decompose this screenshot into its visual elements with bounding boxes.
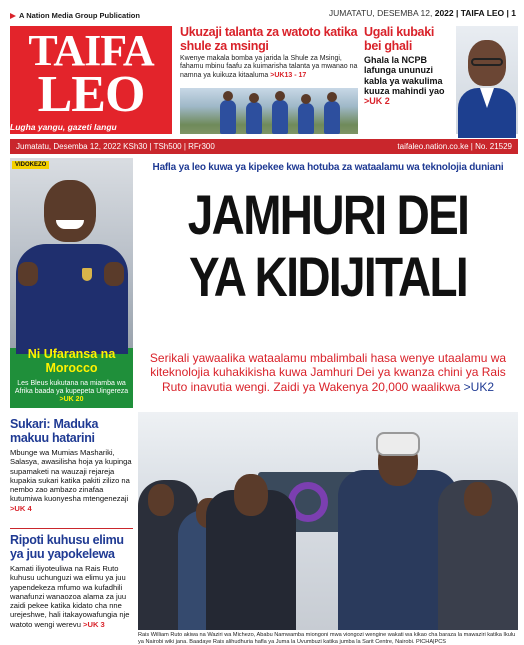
main-kicker: Hafla ya leo kuwa ya kipekee kwa hotuba za wataalamu wa teknolojia duniani [152,162,504,173]
child-figure [298,103,314,134]
promo-school-photo [180,88,358,134]
story-sukari[interactable] [10,418,133,513]
video-text: Les Bleus kukutana na miamba wa Afrika baada ya kupepeta Uingereza >UK 20 [14,380,129,404]
story-ripoti-text: Kamati iliyoteuliwa na Rais Ruto kuhusu uchunguzi wa elimu ya juu yapendekeza mfumo wa kufadhili wanafunzi wanaozoa alama za juu zaidi pekee katika kidato cha nne urejeshwe, hali itakayowafungia nje watoto wengi werevu >UK 3 [10,564,130,629]
photo-caption: Rais William Ruto akiwa na Waziri wa Michezo, Ababu Namwamba miongoni mwa viongozi wengine wakati wa kikao cha baraza la mawaziri katika Ikulu ya Nairobi wiki jana. Baadaye Rais alihudhuria hafla ya Juma la Uvumbuzi katika jumba la Sarit Centre, Nairobi. PICHA|PCS [138,632,516,645]
promo-school-talent[interactable] [180,26,358,134]
triangle-icon [10,13,16,19]
player-photo [10,158,133,348]
video-title: Ni Ufaransa na Morocco [27,347,116,375]
edition-info-bar [10,139,518,154]
main-headline-line1: JAMHURI DEI [187,183,469,246]
promo-school-text: Kwenye makala bomba ya jarida la Shule za Msingi, fahamu mbinu faafu za kuimarisha talanta ya mwanao na namna ya kuikuza kitaaluma >UK13 - 17 [180,55,358,79]
minister-head [234,474,268,516]
masthead-logo[interactable] [10,26,172,134]
dateline: JUMATATU, DESEMBA 12, 2022 | TAIFA LEO | 1 [328,8,516,18]
main-column [138,158,518,645]
main-headline-line2: YA KIDIJITALI [188,245,468,308]
promo-ugali-ref[interactable]: >UK 2 [364,96,390,107]
player-head [44,180,96,242]
glasses-icon [471,58,503,66]
child-figure [272,100,288,134]
video-ref[interactable]: >UK 20 [59,396,84,404]
story-ripoti[interactable] [10,528,133,629]
promo-ugali-photo [456,26,518,134]
edition-site-number: taifaleo.nation.co.ke | No. 21529 [397,142,512,151]
publisher-line: A Nation Media Group Publication [10,11,140,20]
main-photo [138,412,518,630]
fist-left [18,262,38,286]
logo-line-taifa: TAIFA [28,26,154,75]
child-figure [246,102,262,134]
edition-date-price: Jumatatu, Desemba 12, 2022 KSh30 | TSh500 | RFr300 [16,142,215,151]
top-strip [0,0,524,26]
child-figure [220,100,236,134]
player-jersey [16,244,128,354]
masthead-tagline: Lugha yangu, gazeti langu [10,122,117,132]
left-column [10,158,133,633]
promo-ugali-headline: Ugali kubaki bei ghali [364,25,435,53]
main-headline[interactable] [138,183,518,308]
main-deck-ref[interactable]: >UK2 [463,379,495,394]
story-sukari-text: Mbunge wa Mumias Mashariki, Salasya, awasilisha hoja ya kupinga supamaketi na wauzaji rejareja kupakia sukari katika pakiti zilizo na nembo zao ambazo zinafaa kutumiwa kuonyesha mtengenezaji >UK 4 [10,448,132,513]
promo-ugali-text: Ghala la NCPB lafunga ununuzi kabla ya wakulima kuuza mahindi yao >UK 2 [364,55,445,107]
person-head [464,482,492,516]
story-sukari-headline: Sukari: Maduka makuu hatarini [10,417,99,445]
promo-ugali[interactable] [364,26,454,134]
logo-line-leo: LEO [37,66,145,123]
person-head [148,484,174,516]
fist-right [104,262,124,286]
crest-icon [82,268,92,281]
story-ripoti-ref[interactable]: >UK 3 [83,619,105,629]
video-tag-badge: VIDOKEZO [12,161,49,169]
main-deck: Serikali yawaalika wataalamu mbalimbali hasa wenye utaalamu wa kiteknolojia kuhakikisha kuwa Jamhuri Dei ya kwanza chini ya Rais Ruto inavutia wengi. Zaidi ya Wakenya 20,000 waalikwa >UK2 [149,351,507,394]
story-ripoti-headline: Ripoti kuhusu elimu ya juu yapokelewa [10,533,124,561]
promo-school-ref[interactable]: >UK13 - 17 [270,71,307,79]
promo-school-headline: Ukuzaji talanta za watoto katika shule za msingi [180,25,358,53]
video-card[interactable] [10,158,133,408]
story-sukari-ref[interactable]: >UK 4 [10,503,32,513]
vr-headset-icon [376,432,420,456]
child-figure [324,101,340,134]
